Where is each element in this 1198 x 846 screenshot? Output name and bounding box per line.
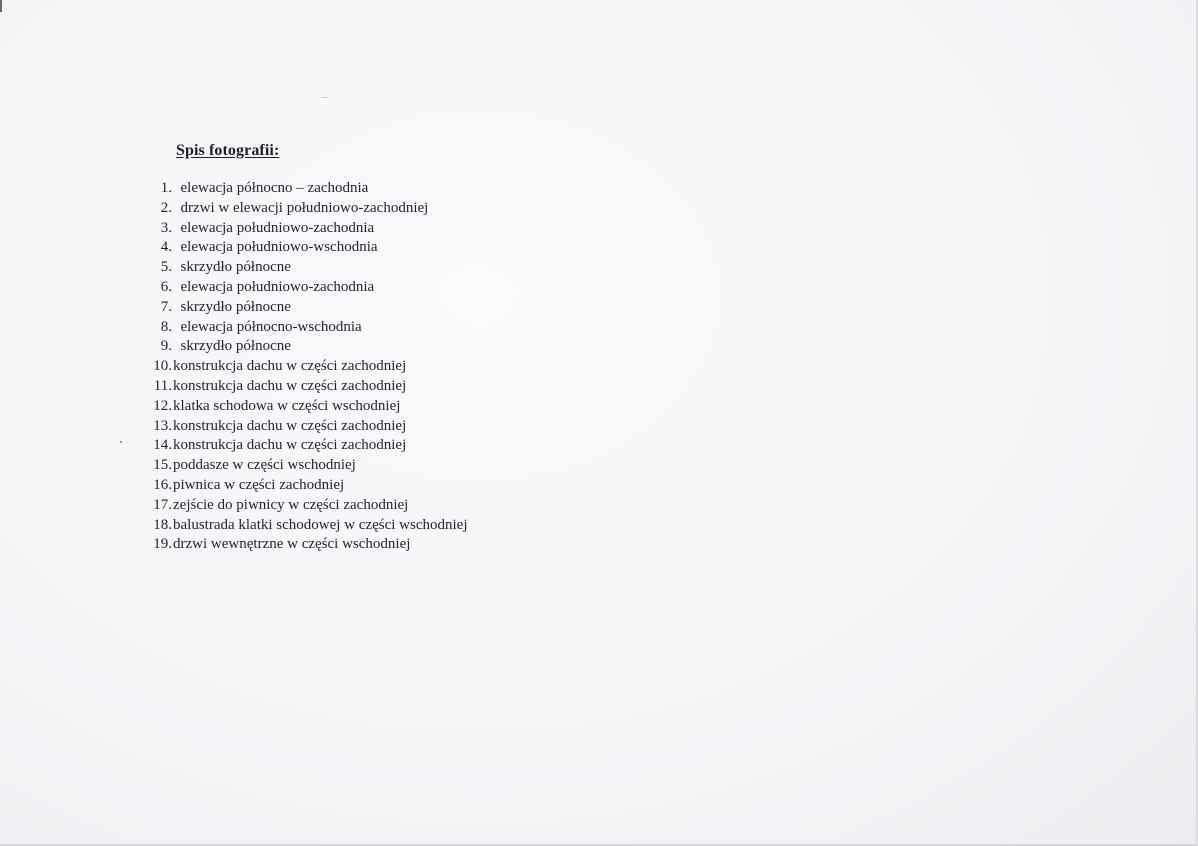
list-item-text: zejście do piwnicy w części zachodniej [173, 496, 409, 513]
list-item-text: konstrukcja dachu w części zachodniej [173, 417, 407, 434]
list-item-number: 14. [153, 437, 172, 454]
list-item-text: konstrukcja dachu w części zachodniej [173, 437, 407, 454]
list-item [140, 298, 468, 318]
list-item-number: 15. [153, 457, 172, 474]
list-item [140, 456, 468, 476]
list-item-text: klatka schodowa w części wschodniej [173, 397, 401, 414]
list-item-text: elewacja południowo-zachodnia [180, 219, 375, 236]
list-item-text: skrzydło północne [180, 298, 291, 315]
list-item-text: balustrada klatki schodowej w części wschodniej [173, 516, 468, 533]
list-item-number: 17. [153, 496, 172, 513]
list-item-text: konstrukcja dachu w części zachodniej [173, 377, 407, 394]
list-item-text: elewacja północno-wschodnia [180, 318, 362, 335]
list-item-text: elewacja południowo-zachodnia [180, 278, 375, 295]
list-item [140, 436, 468, 456]
list-item-number: 18. [153, 516, 172, 533]
list-item-number: 2. [160, 199, 172, 216]
list-item-number: 1. [160, 180, 172, 196]
list-item [140, 496, 468, 516]
list-item [140, 377, 468, 397]
list-item-text: poddasze w części wschodniej [173, 457, 356, 474]
list-item-text: elewacja północno – zachodnia [180, 180, 369, 196]
list-item-number: 9. [160, 338, 172, 355]
list-item [140, 357, 468, 377]
list-item-text: skrzydło północne [180, 259, 291, 276]
list-item-number: 8. [160, 318, 172, 335]
list-item-text: piwnica w części zachodniej [173, 476, 345, 493]
list-item-number: 5. [160, 259, 172, 276]
list-item [140, 219, 468, 239]
list-item-text: elewacja południowo-wschodnia [180, 239, 378, 256]
paper-speck [322, 97, 328, 98]
list-item-text: konstrukcja dachu w części zachodniej [173, 358, 407, 375]
photo-list [140, 179, 468, 555]
list-item-number: 3. [160, 219, 172, 236]
list-item-number: 19. [153, 536, 172, 553]
list-item-number: 12. [153, 397, 172, 414]
list-item-number: 16. [153, 476, 172, 493]
list-item [140, 199, 468, 219]
list-item-number: 13. [153, 417, 172, 434]
list-item [140, 417, 468, 437]
list-item [140, 337, 468, 357]
list-item-number: 11. [153, 377, 172, 394]
scan-edge-mark [0, 0, 2, 12]
list-item-text: drzwi w elewacji południowo-zachodniej [180, 199, 429, 216]
list-item [140, 318, 468, 338]
list-item [140, 258, 468, 278]
page-title: Spis fotografii: [176, 142, 280, 159]
list-item-text: skrzydło północne [180, 338, 291, 355]
list-item-number: 10. [153, 358, 172, 375]
list-item-number: 6. [160, 278, 172, 295]
list-item [140, 278, 468, 298]
list-item-text: drzwi wewnętrzne w części wschodniej [173, 536, 411, 553]
list-item [140, 397, 468, 417]
list-item-number: 4. [160, 239, 172, 256]
list-item-number: 7. [160, 298, 172, 315]
list-item [140, 238, 468, 258]
paper-speck [120, 441, 122, 443]
list-item [140, 516, 468, 536]
list-item [140, 476, 468, 496]
list-item [140, 179, 468, 199]
list-item [140, 535, 468, 555]
